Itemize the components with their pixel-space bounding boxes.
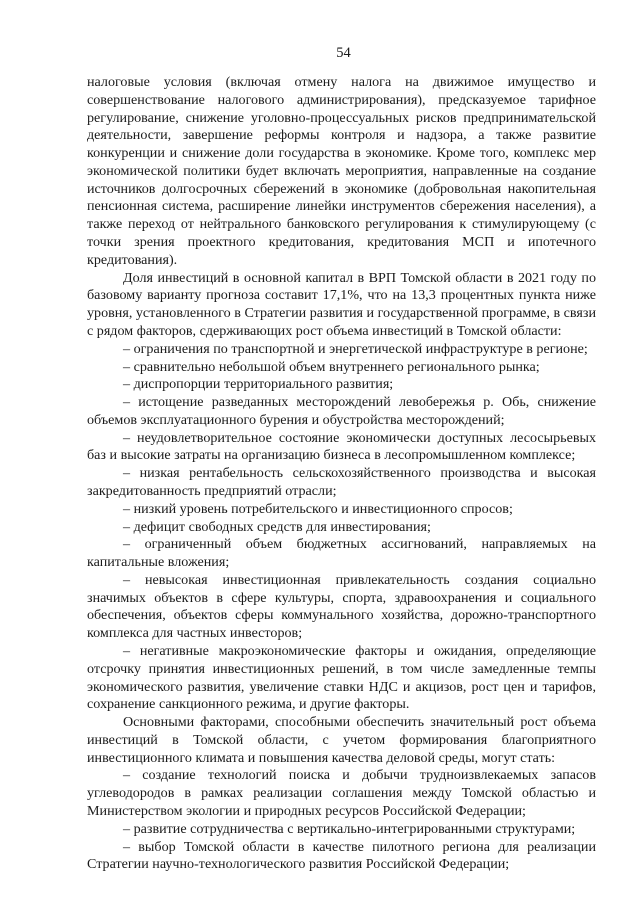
list-item: – ограниченный объем бюджетных ассигнований, направляемых на капитальные вложения; [87,536,596,571]
list-item: – выбор Томской области в качестве пилотного региона для реализации Стратегии научно-технологического развития Российской Федерации; [87,838,596,873]
paragraph: налоговые условия (включая отмену налога на движимое имущество и совершенствование налогового администрирования), предсказуемое тарифное регулирование, снижение уголовно-процессуальных рисков предпринимательской деятельности, завершение реформы контроля и надзора, а также развитие конкуренции и снижение доли государства в экономике. Кроме того, комплекс мер экономической политики будет включать мероприятия, направленные на создание источников долгосрочных сбережений в экономике (добровольная накопительная пенсионная система, расширение линейки инструментов сбережения населения), а также переход от нейтрального банковского регулирования к стимулирующему (с точки зрения проектного кредитования, кредитования МСП и ипотечного кредитования). [87,74,596,268]
list-item: – развитие сотрудничества с вертикально-интегрированными структурами; [123,820,576,837]
list-item: – низкая рентабельность сельскохозяйственного производства и высокая закредитованность предприятий отрасли; [87,465,596,499]
list-item: – диспропорции территориального развития; [123,376,394,393]
list-item: – низкий уровень потребительского и инвестиционного спросов; [123,500,513,517]
paragraph: Доля инвестиций в основной капитал в ВРП Томской области в 2021 году по базовому варианту прогноза составит 17,1%, что на 13,3 процентных пункта ниже уровня, установленного в Стратегии развития и государственной программе, в связи с рядом факторов, сдерживающих рост объема инвестиций в Томской области: [87,269,596,339]
list-item: – ограничения по транспортной и энергетической инфраструктуре в регионе; [123,340,588,357]
list-item: – дефицит свободных средств для инвестирования; [123,518,431,535]
list-item: – невысокая инвестиционная привлекательность создания социально значимых объектов в сфере культуры, спорта, здравоохранения и социального обеспечения, объектов сферы коммунального хозяйства, дорожно-транспортного комплекса для частных инвесторов; [87,571,596,642]
list-item: – неудовлетворительное состояние экономически доступных лесосырьевых баз и высокие затраты на организацию бизнеса в лесопромышленном комплексе; [87,429,596,464]
page-number: 54 [336,45,351,61]
paragraph: Основными факторами, способными обеспечить значительный рост объема инвестиций в Томской области, с учетом формирования благоприятного инвестиционного климата и повышения качества деловой среды, могут стать: [87,714,596,766]
body-text [87,74,596,874]
list-item: – истощение разведанных месторождений левобережья р. Обь, снижение объемов эксплуатационного бурения и обустройства месторождений; [87,394,596,428]
list-item: – сравнительно небольшой объем внутреннего регионального рынка; [123,358,540,375]
list-item: – создание технологий поиска и добычи трудноизвлекаемых запасов углеводородов в рамках реализации соглашения между Томской областью и Министерством экологии и природных ресурсов Российской Федерации; [87,767,596,820]
list-item: – негативные макроэкономические факторы и ожидания, определяющие отсрочку принятия инвестиционных решений, в том числе замедленные темпы экономического развития, увеличение ставки НДС и акцизов, рост цен и тарифов, сохранение санкционного режима, и другие факторы. [87,643,596,713]
